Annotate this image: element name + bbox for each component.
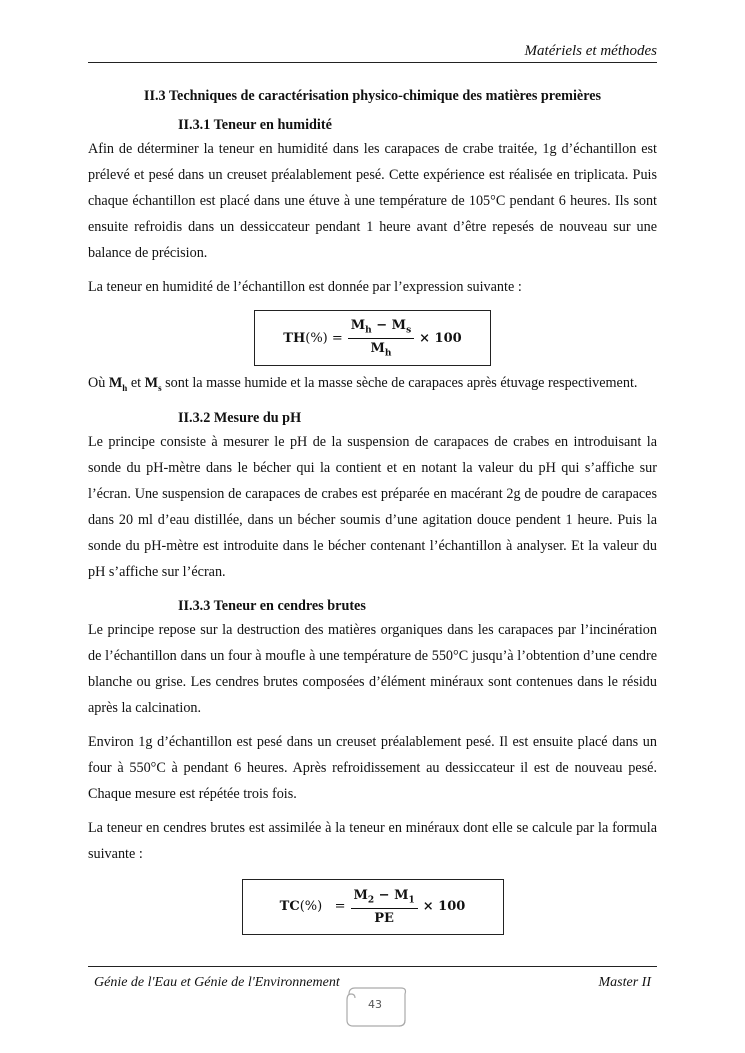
section-title: II.3 Techniques de caractérisation physico-chimique des matières premières — [143, 88, 602, 104]
formula-th-denominator: $M_h$ — [370, 340, 392, 359]
formula-tc-lhs: TC — [279, 899, 300, 915]
formula-th-times: × 100 — [419, 330, 462, 346]
formula-th-fraction — [348, 318, 414, 358]
formula-th-lhs: TH — [283, 330, 306, 346]
paragraph-humidity-intro: La teneur en humidité de l’échantillon est donnée par l’expression suivante : — [88, 279, 522, 295]
paragraph-ash-method: Environ 1g d’échantillon est pesé dans un creuset préalablement pesé. Il est ensuite placé dans un four à 550°C à pendant 6 heures. Après refroidissement au dessiccateur il est de nouveau pesé. Chaque mesure est répétée trois fois. — [88, 733, 657, 802]
formula-th-numerator: $M_h - M_s$ — [348, 318, 414, 339]
formula-tc-times: × 100 — [422, 899, 466, 915]
subsection-title-humidity: II.3.1 Teneur en humidité — [178, 117, 332, 133]
paragraph-humidity-where: Où $M_h$ et $M_s$ sont la masse humide et la masse sèche de carapaces après étuvage respectivement. — [88, 375, 638, 393]
paragraph-ash-principle: Le principe repose sur la destruction des matières organiques dans les carapaces par l’incinération de l’échantillon dans un four à moufle à une température de 550°C jusqu’à l’obtention d’une cendre blanche ou grise. Les cendres brutes composées d’élément minéraux sont contenues dans le résidu après la calcination. — [88, 621, 657, 716]
paragraph-ph-method: Le principe consiste à mesurer le pH de la suspension de carapaces de crabes en introduisant la sonde du pH-mètre dans le bécher qui la contient et en notant la valeur du pH qui s’affiche sur l’écran. Une suspension de carapaces de crabes est préparée en macérant 2g de poudre de carapaces dans 20 ml d’eau distillée, dans un bécher soumis d’une agitation douce pendent 1 heure. Puis la sonde du pH-mètre est introduite dans le bécher contenant l’échantillon à analyser. Et la valeur du pH s’affiche sur l’écran. — [88, 433, 657, 580]
formula-tc-numerator: $M_2 - M_1$ — [351, 888, 418, 909]
formula-humidity — [254, 310, 491, 366]
page-number: 43 — [368, 998, 382, 1011]
formula-th-unit: (%) = — [305, 330, 343, 346]
footer-right: Master II — [598, 975, 651, 990]
subsection-title-ash: II.3.3 Teneur en cendres brutes — [178, 597, 366, 614]
subsection-title-ph: II.3.2 Mesure du pH — [178, 409, 302, 426]
page-content — [88, 84, 657, 935]
paragraph-ash-intro: La teneur en cendres brutes est assimilée à la teneur en minéraux dont elle se calcule par la formula suivante : — [88, 819, 657, 862]
formula-tc-fraction — [351, 888, 418, 926]
header-title: Matériels et méthodes — [524, 43, 657, 59]
formula-tc-unit: (%) = — [299, 899, 346, 915]
footer-left: Génie de l'Eau et Génie de l'Environnement — [94, 975, 340, 990]
formula-tc-denominator: PE — [374, 910, 394, 926]
paragraph-humidity-method: Afin de déterminer la teneur en humidité dans les carapaces de crabe traitée, 1g d’échantillon est prélevé et pesé dans un creuset préalablement pesé. Cette expérience est réalisée en triplicata. Puis chaque échantillon est placé dans une étuve à une température de 105°C pendant 6 heures. Ils sont ensuite refroidis dans un dessiccateur pendant 1 heure avant d’être repesés de nouveau sur une balance de précision. — [88, 141, 657, 261]
page-header — [88, 40, 657, 63]
formula-ash — [242, 879, 504, 935]
